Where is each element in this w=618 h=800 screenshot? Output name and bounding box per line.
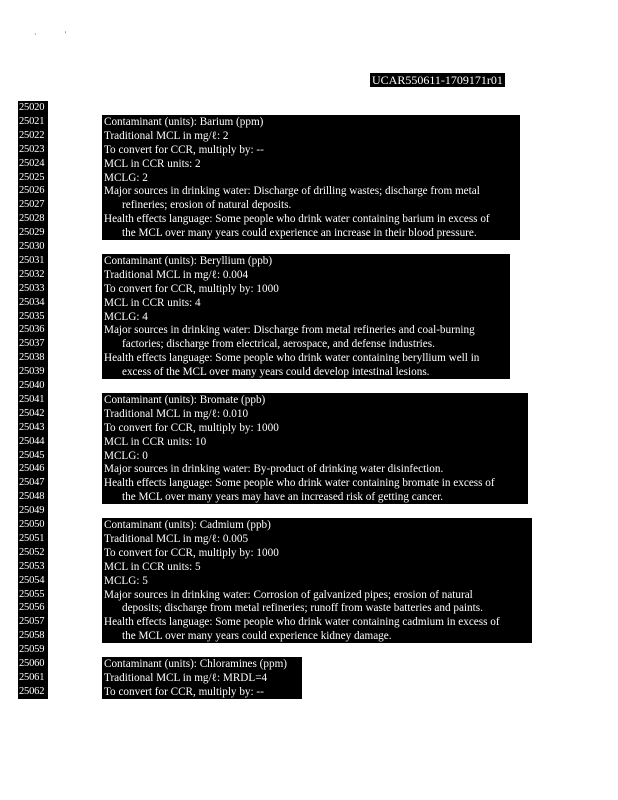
line-number: 25050 [18, 518, 48, 532]
document-line [18, 504, 618, 518]
line-text: the MCL over many years could experience an increase in their blood pressure. [102, 226, 520, 240]
line-number: 25024 [18, 157, 48, 171]
line-text: deposits; discharge from metal refineries; runoff from waste batteries and paints. [102, 601, 532, 615]
line-text: To convert for CCR, multiply by: -- [102, 685, 302, 699]
line-number: 25044 [18, 435, 48, 449]
line-number: 25033 [18, 282, 48, 296]
document-line [18, 184, 618, 198]
line-number: 25030 [18, 240, 48, 254]
line-number: 25038 [18, 351, 48, 365]
line-number: 25020 [18, 101, 48, 115]
line-number: 25045 [18, 449, 48, 463]
line-number: 25039 [18, 365, 48, 379]
document-line [18, 365, 618, 379]
line-number: 25052 [18, 546, 48, 560]
line-text: Health effects language: Some people who drink water containing bromate in excess of [102, 476, 528, 490]
line-text: Traditional MCL in mg/ℓ: 0.010 [102, 407, 528, 421]
line-number: 25041 [18, 393, 48, 407]
document-line [18, 588, 618, 602]
document-line [18, 212, 618, 226]
line-text: Contaminant (units): Chloramines (ppm) [102, 657, 302, 671]
line-text: MCL in CCR units: 4 [102, 296, 510, 310]
line-number: 25053 [18, 560, 48, 574]
line-number: 25043 [18, 421, 48, 435]
line-number: 25032 [18, 268, 48, 282]
document-line [18, 198, 618, 212]
line-text: Contaminant (units): Cadmium (ppb) [102, 518, 532, 532]
document-line [18, 310, 618, 324]
document-line [18, 296, 618, 310]
document-line [18, 615, 618, 629]
line-number: 25028 [18, 212, 48, 226]
line-number: 25029 [18, 226, 48, 240]
line-text: MCLG: 5 [102, 574, 532, 588]
document-line [18, 282, 618, 296]
document-line [18, 518, 618, 532]
line-text: Traditional MCL in mg/ℓ: 2 [102, 129, 520, 143]
line-text: MCLG: 2 [102, 171, 520, 185]
line-number: 25055 [18, 588, 48, 602]
line-number: 25061 [18, 671, 48, 685]
line-number: 25054 [18, 574, 48, 588]
document-line [18, 337, 618, 351]
document-line [18, 685, 618, 699]
line-text: MCL in CCR units: 5 [102, 560, 532, 574]
document-line [18, 226, 618, 240]
document-line [18, 546, 618, 560]
document-id: UCAR550611-1709171r01 [372, 73, 503, 87]
line-number: 25057 [18, 615, 48, 629]
document-line [18, 532, 618, 546]
document-line [18, 462, 618, 476]
line-number: 25036 [18, 323, 48, 337]
document-line [18, 379, 618, 393]
line-number: 25058 [18, 629, 48, 643]
document-line [18, 171, 618, 185]
line-number: 25023 [18, 143, 48, 157]
line-text: Health effects language: Some people who drink water containing barium in excess of [102, 212, 520, 226]
line-number: 25027 [18, 198, 48, 212]
line-text: MCL in CCR units: 2 [102, 157, 520, 171]
line-number: 25048 [18, 490, 48, 504]
document-line [18, 643, 618, 657]
line-number: 25049 [18, 504, 48, 518]
document-line [18, 323, 618, 337]
document-line [18, 671, 618, 685]
document-line [18, 407, 618, 421]
line-number: 25021 [18, 115, 48, 129]
scan-specks: · ' [34, 30, 67, 39]
line-text: MCLG: 0 [102, 449, 528, 463]
line-number: 25056 [18, 601, 48, 615]
document-line [18, 560, 618, 574]
line-text: Traditional MCL in mg/ℓ: 0.005 [102, 532, 532, 546]
line-number: 25062 [18, 685, 48, 699]
line-text: refineries; erosion of natural deposits. [102, 198, 520, 212]
line-text: Major sources in drinking water: Discharge from metal refineries and coal-burning [102, 323, 510, 337]
line-text: To convert for CCR, multiply by: 1000 [102, 546, 532, 560]
line-number: 25022 [18, 129, 48, 143]
line-text: Major sources in drinking water: Discharge of drilling wastes; discharge from metal [102, 184, 520, 198]
line-text: MCLG: 4 [102, 310, 510, 324]
line-text: Health effects language: Some people who drink water containing beryllium well in [102, 351, 510, 365]
document-line [18, 574, 618, 588]
line-text: Contaminant (units): Beryllium (ppb) [102, 254, 510, 268]
line-number: 25042 [18, 407, 48, 421]
line-number: 25047 [18, 476, 48, 490]
line-text: To convert for CCR, multiply by: -- [102, 143, 520, 157]
line-text: the MCL over many years could experience kidney damage. [102, 629, 532, 643]
document-line [18, 351, 618, 365]
document-line [18, 490, 618, 504]
document-line [18, 435, 618, 449]
line-text: Contaminant (units): Barium (ppm) [102, 115, 520, 129]
document-line [18, 101, 618, 115]
line-text: factories; discharge from electrical, aerospace, and defense industries. [102, 337, 510, 351]
line-text: excess of the MCL over many years could develop intestinal lesions. [102, 365, 510, 379]
line-text: Health effects language: Some people who drink water containing cadmium in excess of [102, 615, 532, 629]
line-text: Contaminant (units): Bromate (ppb) [102, 393, 528, 407]
line-number: 25040 [18, 379, 48, 393]
document-line [18, 157, 618, 171]
document-line [18, 449, 618, 463]
line-number: 25034 [18, 296, 48, 310]
document-line [18, 115, 618, 129]
line-number: 25059 [18, 643, 48, 657]
line-number: 25046 [18, 462, 48, 476]
line-number: 25060 [18, 657, 48, 671]
document-line [18, 254, 618, 268]
line-number: 25037 [18, 337, 48, 351]
document-line [18, 601, 618, 615]
document-line [18, 240, 618, 254]
document-line [18, 143, 618, 157]
document-line [18, 393, 618, 407]
line-number: 25035 [18, 310, 48, 324]
line-text: Major sources in drinking water: Corrosion of galvanized pipes; erosion of natural [102, 588, 532, 602]
line-text: MCL in CCR units: 10 [102, 435, 528, 449]
line-text: the MCL over many years may have an increased risk of getting cancer. [102, 490, 528, 504]
line-number: 25031 [18, 254, 48, 268]
document-line [18, 657, 618, 671]
document-line [18, 476, 618, 490]
line-number: 25025 [18, 171, 48, 185]
line-text: Major sources in drinking water: By-product of drinking water disinfection. [102, 462, 528, 476]
document-line [18, 421, 618, 435]
line-number: 25051 [18, 532, 48, 546]
line-text: To convert for CCR, multiply by: 1000 [102, 421, 528, 435]
line-text: To convert for CCR, multiply by: 1000 [102, 282, 510, 296]
document-line [18, 629, 618, 643]
document-line [18, 129, 618, 143]
line-text: Traditional MCL in mg/ℓ: 0.004 [102, 268, 510, 282]
document-line [18, 268, 618, 282]
line-text: Traditional MCL in mg/ℓ: MRDL=4 [102, 671, 302, 685]
line-number: 25026 [18, 184, 48, 198]
